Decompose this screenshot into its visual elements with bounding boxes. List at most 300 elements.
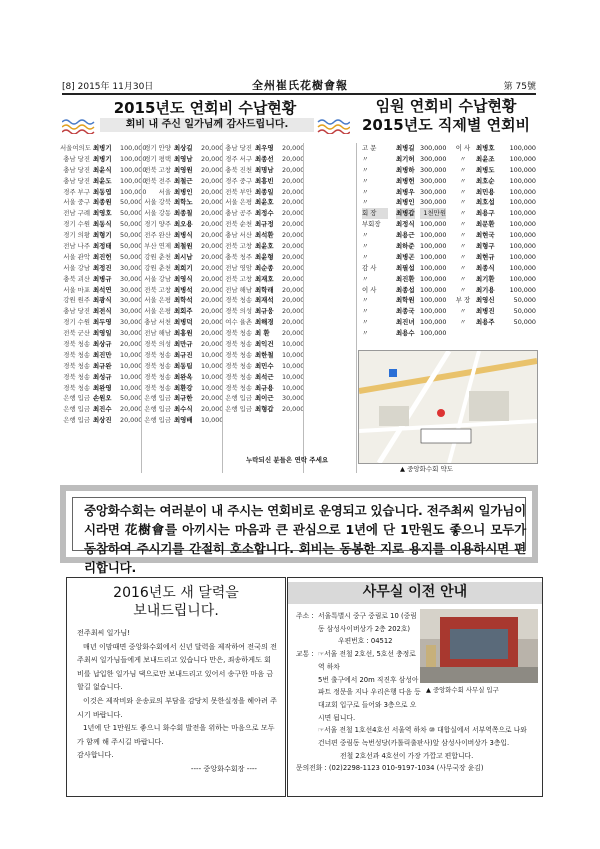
divider [222,143,223,473]
region: 경북 청송 [63,372,90,381]
issue-number: 第 75號 [503,82,536,92]
position: 〃 [459,220,467,229]
member-name: 최규정 [255,220,274,229]
position: 〃 [362,307,369,316]
list-item [60,187,147,198]
list-item [60,165,147,176]
region: 서울 중구 [63,198,90,207]
amount: 10,000 [201,416,224,425]
amount: 20,000 [201,263,224,272]
region: 경주 중구 [225,176,252,185]
member-name: 최형기 [93,231,112,240]
table-row [362,143,538,154]
member-name: 최동엽 [93,187,112,196]
list-item [222,339,305,350]
officer-name: 최필섭 [396,263,415,272]
divider [303,143,304,473]
amount: 20,000 [282,209,305,218]
amount: 50,000 [120,394,143,403]
amount: 10,000 [201,372,224,381]
amount: 100,000 [509,144,536,152]
member-name: 최전식 [93,307,112,316]
amount: 100,000 [120,144,147,152]
member-name: 최학석 [174,296,193,305]
amount: 20,000 [120,340,143,349]
region: 충남 당진 [63,154,90,163]
list-item [222,404,305,415]
region: 은행 입금 [63,405,90,414]
amount: 300,000 [420,176,447,185]
region: 경북 의성 [225,307,252,316]
amount: 10,000 [282,383,305,392]
amount: 100,000 [420,252,447,261]
list-item [222,263,305,274]
member-name: 최종선 [255,154,274,163]
table-row [362,317,538,328]
region: 경북 청송 [144,383,171,392]
region: 전북 고창 [225,242,252,251]
officer-name: 최병하 [396,165,415,174]
amount: 100,000 [509,242,536,251]
wave-decoration-right [314,116,350,134]
region: 서울 관악 [63,252,90,261]
list-item [222,306,305,317]
member-name: 최병석 [174,285,193,294]
traffic-detail: 5번 출구에서 20m 직진후 삼성아파트 정문을 지나 우리은행 다음 등대교회 입구로 들어와 3층으로 오시면 됩니다. [318,675,421,722]
appeal-banner [60,485,538,575]
member-name: 최병인 [174,187,193,196]
region: 충남 서천 [144,318,171,327]
officer-name: 최종국 [396,307,415,316]
list-item [141,219,224,230]
member-name: 최철원 [174,242,193,251]
amount: 300,000 [420,144,447,152]
region: 강원 춘천 [144,252,171,261]
list-item [141,317,224,328]
amount: 100,000 [420,242,447,251]
region: 은행 입금 [63,394,90,403]
region: 전북 군산 [63,329,90,338]
region: 경기 안양 [144,144,171,152]
member-name: 최진수 [93,405,112,414]
region: 전북 고창 [225,274,252,283]
officer-name: 최용주 [476,318,495,327]
region: 전남 해남 [144,329,171,338]
member-name: 최철근 [174,176,193,185]
list-item [222,176,305,187]
amount: 30,000 [120,263,143,272]
position: 〃 [459,274,467,283]
member-name: 최희기 [174,263,193,272]
position: 〃 [459,209,467,218]
amount: 10,000 [120,372,143,381]
list-item [60,241,143,252]
table-row [362,285,538,296]
amount: 20,000 [201,252,224,261]
thanks: 감사합니다. [77,750,114,760]
traffic-detail: 전철 2호선과 4호선이 가장 가깝고 편합니다. [340,751,474,760]
table-row [362,208,538,219]
amount: 10,000 [120,350,143,359]
list-item [222,241,305,252]
list-item [141,241,224,252]
region: 경기 수원 [63,220,90,229]
table-row [362,263,538,274]
amount: 20,000 [201,231,224,240]
list-item [141,274,224,285]
list-item [222,219,305,230]
member-name: 최규웅 [255,307,274,316]
officer-name: 최용구 [476,209,495,218]
amount: 10,000 [120,361,143,370]
position: 〃 [459,154,467,163]
officer-name: 최용근 [396,231,415,240]
region: 전북 순천 [225,220,252,229]
region: 전남 영암 [225,263,252,272]
region: 은행 입금 [144,405,171,414]
address-row: 주소 : 서울특별시 중구 중림로 10 (중림동 삼성사이버상가 2층 202호) [296,612,417,633]
region: 서울 은평 [144,307,171,316]
position: 〃 [362,154,369,163]
officer-name: 최종섭 [396,285,415,294]
list-item [60,372,143,383]
amount: 20,000 [201,154,224,163]
missing-note: 누락되신 분들은 연락 주세요 [246,456,329,464]
region: 서울 마포 [63,285,90,294]
list-item [141,404,224,415]
officer-fee-table [362,143,538,339]
region: 경기 수원 [63,318,90,327]
member-name: 최규진 [174,350,193,359]
office-photo-graphic [420,609,538,683]
region: 충남 당진 [63,176,90,185]
list-item [60,219,143,230]
list-item [222,165,305,176]
member-name: 최완영 [93,383,112,392]
section-title-annual-fees: 2015년도 연회비 수납현황 [113,99,297,117]
amount: 100,000 [120,187,147,196]
amount: 1천만원 [420,208,446,219]
table-row [362,306,538,317]
member-name: 최영호 [93,209,112,218]
region: 경주 부구 [63,187,90,196]
newspaper-title: 全州崔氏花樹會報 [252,79,348,92]
office-photo-caption: ▲ 중앙화수회 사무실 입구 [426,686,499,694]
amount: 100,000 [420,274,447,283]
position: 〃 [459,252,467,261]
table-row [362,165,538,176]
amount: 10,000 [282,361,305,370]
list-item [222,372,305,383]
member-name: 최윤호 [255,242,274,251]
position: 〃 [459,198,467,207]
list-item [141,252,224,263]
member-name: 최상진 [93,416,112,425]
contact-phone: 문의전화 : (02)2298-1123 010-9197-1034 (사무국장 윤김) [296,764,484,773]
position: 고 문 [362,144,377,152]
amount: 100,000 [509,176,536,185]
amount: 50,000 [120,231,143,240]
officer-name: 최종식 [476,263,495,272]
table-row [362,274,538,285]
amount: 20,000 [282,274,305,283]
amount: 100,000 [120,154,147,163]
list-item [60,415,143,426]
amount: 100,000 [509,209,536,218]
amount: 20,000 [201,307,224,316]
member-name: 손원오 [93,394,112,403]
amount: 50,000 [120,198,143,207]
zip-code: 우편번호 : 04512 [338,637,393,646]
member-name: 최상규 [93,340,112,349]
officer-name: 최학원 [396,296,415,305]
officer-name: 최현국 [476,231,495,240]
member-name: 최병기 [93,144,112,152]
region: 경기 양주 [144,220,171,229]
region: 서울 강동 [144,209,171,218]
amount: 20,000 [201,209,224,218]
officer-name: 최용수 [396,329,415,338]
amount: 10,000 [201,350,224,359]
region: 경북 청송 [225,350,252,359]
list-item [60,317,143,328]
region: 경북 청송 [225,296,252,305]
officer-name: 최병우 [396,187,415,196]
region: 경북 청송 [225,340,252,349]
region: 서울 은평 [144,296,171,305]
amount: 20,000 [201,165,224,174]
list-item [222,187,305,198]
amount: 100,000 [509,263,536,272]
member-name: 최석근 [255,372,274,381]
member-name: 최상길 [174,144,193,152]
amount: 50,000 [120,252,143,261]
position: 부 장 [455,296,471,305]
member-name: 최병덕 [174,318,193,327]
amount: 50,000 [120,242,143,251]
list-item [222,230,305,241]
list-item [222,154,305,165]
officer-name: 최현규 [476,252,495,261]
amount: 300,000 [420,198,447,207]
member-name: 최정태 [93,242,112,251]
region: 전북 부안 [225,187,252,196]
member-name: 최 환 [255,329,270,338]
table-row [362,176,538,187]
region: 경북 청송 [144,350,171,359]
amount: 20,000 [282,220,305,229]
list-item [60,328,143,339]
region: 강원 원주 [63,296,90,305]
officer-name: 최민용 [476,187,495,196]
region: 서울 강남 [144,274,171,283]
traffic-row: 교통 : ☞서울 전철 2호선, 5호선 충정로역 하차 [296,650,416,671]
amount: 20,000 [282,252,305,261]
region: 부산 연제 [144,242,171,251]
amount: 20,000 [201,187,224,196]
position: 〃 [459,263,467,272]
table-row [362,197,538,208]
divider [356,143,357,473]
amount: 10,000 [282,350,305,359]
position: 〃 [362,329,369,338]
amount: 20,000 [201,198,224,207]
amount: 30,000 [282,394,305,403]
list-item [60,230,143,241]
amount: 100,000 [509,165,536,174]
amount: 10,000 [120,383,143,392]
officer-name: 최병도 [476,165,495,174]
list-item [222,252,305,263]
list-item [60,154,147,165]
region: 서울 강북 [144,198,171,207]
amount: 100,000 [509,198,536,207]
list-item [141,285,224,296]
list-item [222,197,305,208]
list-item [222,393,305,404]
amount: 20,000 [282,165,305,174]
member-name: 최우영 [255,144,274,152]
amount: 30,000 [120,318,143,327]
region: 경북 청송 [63,383,90,392]
member-name: 최석환 [255,231,274,240]
list-item [60,176,147,187]
officer-name: 최기허 [396,154,415,163]
region: 전남 나주 [63,242,90,251]
region: 은행 입금 [225,405,252,414]
region: 경북 청송 [225,372,252,381]
amount: 100,000 [509,220,536,229]
member-name: 최익건 [255,340,274,349]
amount: 50,000 [513,318,536,327]
list-item [60,143,147,154]
member-name: 최석연 [93,285,112,294]
member-name: 최두영 [93,318,112,327]
position: 부회장 [362,220,381,229]
region: 은행 입금 [225,394,252,403]
list-item [222,274,305,285]
position: 〃 [362,231,369,240]
region: 충북 진천 [225,165,252,174]
region: 전북 고창 [144,165,171,174]
region: 전남 해남 [225,285,252,294]
member-name: 최정진 [93,263,112,272]
amount: 20,000 [282,242,305,251]
list-item [141,154,224,165]
member-name: 최학노 [174,198,193,207]
member-name: 최광식 [93,296,112,305]
amount: 10,000 [201,383,224,392]
member-name: 최성규 [93,372,112,381]
list-item [222,317,305,328]
amount: 20,000 [282,154,305,163]
amount: 20,000 [201,329,224,338]
member-name: 최진헌 [93,252,112,261]
amount: 20,000 [201,242,224,251]
officer-name: 최호순 [476,176,495,185]
list-item [141,361,224,372]
region: 은행 입금 [63,416,90,425]
member-name: 최회주 [174,307,193,316]
list-item [222,328,305,339]
paragraph: 매년 이맘때면 중앙화수회에서 신년 달력을 제작하여 전국의 전주최씨 일가님들에게 보내드리고 있습니다 만은, 죄송하게도 회비를 납입한 일가님 댁으로만 보내드리고 있어서 송구한 마음 금할길 없습니다. [77,641,277,692]
officer-name: 최윤조 [476,154,495,163]
member-name: 최규한 [174,394,193,403]
region: 서울여의도 [60,144,91,152]
position: 〃 [362,252,369,261]
member-name: 최종칠 [174,209,193,218]
amount: 100,000 [509,231,536,240]
member-name: 최환강 [174,383,193,392]
wave-decoration-left [62,116,98,134]
member-name: 최윤호 [255,198,274,207]
list-item [60,339,143,350]
amount: 20,000 [120,405,143,414]
list-item [222,208,305,219]
map-caption: ▲ 중앙화수회 약도 [400,465,454,473]
officer-name: 최병곤 [396,252,415,261]
region: 은행 입금 [144,416,171,425]
region: 충남 당진 [63,165,90,174]
amount: 100,000 [509,285,536,294]
region: 경기 평택 [144,154,171,163]
position: 〃 [362,176,369,185]
position: 감 사 [362,263,377,272]
amount: 20,000 [201,144,224,152]
member-name: 최병규 [93,274,112,283]
region: 경북 청송 [63,361,90,370]
list-item [141,230,224,241]
traffic-detail: ☞서울 전철 1호선4호선 서울역 하차 ⑩ 대합실에서 서부역쪽으로 나와 건너편 중림동 녹번성당(카톨릭출판사)앞 삼성사이버상가 3층입. [318,726,527,748]
list-item [141,328,224,339]
list-item [60,252,143,263]
table-row [362,187,538,198]
officer-name: 최영신 [476,296,495,305]
member-name: 최진만 [93,350,112,359]
region: 충북 청주 [225,252,252,261]
member-name: 최해경 [255,318,274,327]
amount: 30,000 [120,296,143,305]
region: 경북 청송 [63,340,90,349]
member-name: 최병식 [174,231,193,240]
officer-name: 최기용 [476,285,495,294]
position: 〃 [362,165,369,174]
list-item [141,393,224,404]
amount: 100,000 [420,307,447,316]
region: 충남 당진 [225,144,252,152]
amount: 100,000 [509,274,536,283]
officer-name: 최병인 [396,198,415,207]
list-item [222,143,305,154]
amount: 300,000 [420,165,447,174]
member-name: 최영남 [174,154,193,163]
member-name: 최병기 [93,154,112,163]
member-name: 최영일 [93,329,112,338]
amount: 100,000 [509,154,536,163]
signature: ---- 중앙화수회장 ---- [190,763,257,773]
position: 〃 [459,165,467,174]
region: 전북 전주 [144,176,171,185]
member-name: 최명남 [255,165,274,174]
list-item [60,306,143,317]
position: 〃 [459,176,467,185]
amount: 20,000 [282,176,305,185]
amount: 20,000 [201,340,224,349]
region: 경북 의성 [144,340,171,349]
amount: 20,000 [282,405,305,414]
list-item [60,404,143,415]
section-subtitle-thanks: 회비 내 주신 일가님께 감사드립니다. [100,118,314,132]
